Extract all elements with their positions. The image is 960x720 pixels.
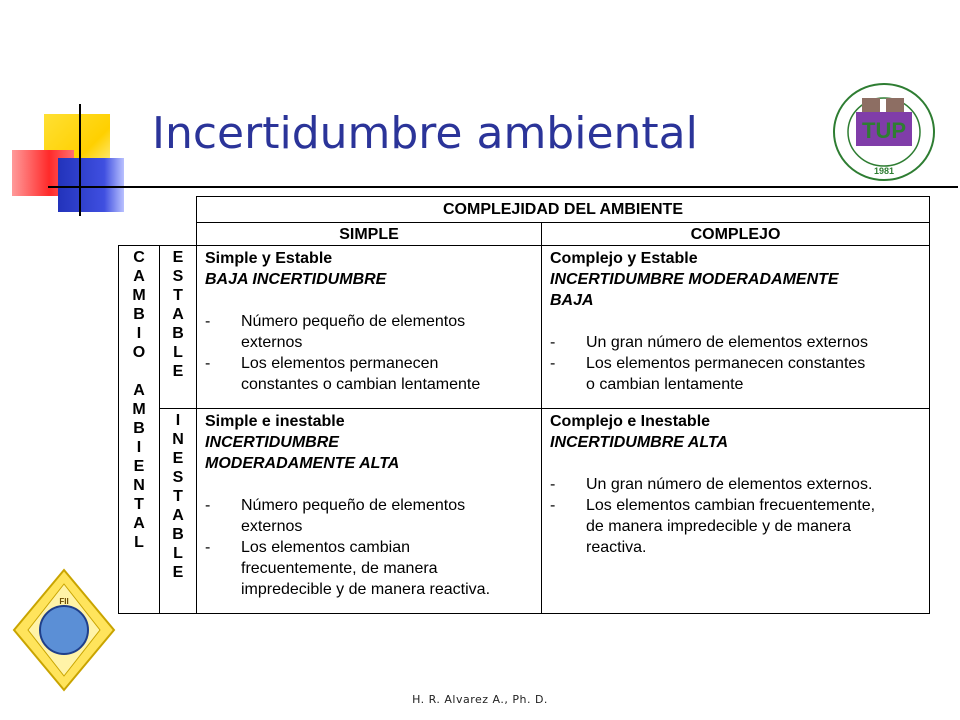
inestable-letter: S — [172, 469, 184, 486]
bullet-text: Número pequeño de elementos — [241, 313, 466, 330]
inestable-letter: E — [172, 450, 184, 467]
bullet-text: Los elementos cambian frecuentemente, — [586, 497, 876, 514]
uncertainty-level: BAJA — [550, 292, 594, 309]
title-divider — [48, 186, 958, 188]
bullet-text: o cambian lentamente — [586, 376, 744, 393]
bullet-dash — [550, 537, 586, 558]
bullet-dash: - — [205, 497, 211, 514]
bullet-item — [205, 311, 541, 332]
uncertainty-level: INCERTIDUMBRE ALTA — [550, 434, 729, 451]
cell-heading: Simple y Estable — [205, 250, 333, 267]
bullet-item — [550, 495, 929, 516]
bullet-text: Número pequeño de elementos — [241, 497, 466, 514]
estable-letter: L — [173, 344, 183, 361]
row-axis-cambio-ambiental — [118, 245, 160, 614]
bullet-item — [205, 558, 541, 579]
bullet-dash — [550, 516, 586, 537]
bullet-dash: - — [550, 355, 556, 372]
bullet-text: Los elementos permanecen — [241, 355, 439, 372]
header-complejo: COMPLEJO — [541, 222, 930, 246]
bullet-item — [550, 332, 929, 353]
axis-letter: M — [132, 287, 146, 304]
inestable-letter: B — [172, 526, 184, 543]
bullet-item — [205, 516, 541, 537]
axis-letter: A — [133, 382, 145, 399]
inestable-letter: A — [172, 507, 184, 524]
decor-vertical-line — [79, 104, 81, 216]
bullet-item — [205, 537, 541, 558]
axis-letter: C — [133, 249, 145, 266]
bullet-text: impredecible y de manera reactiva. — [241, 581, 491, 598]
estable-letter: B — [172, 325, 184, 342]
bullet-text: externos — [241, 518, 303, 535]
axis-letter — [137, 362, 141, 381]
bullet-item — [550, 537, 929, 558]
estable-letter: S — [172, 268, 184, 285]
cell-heading: Complejo e Inestable — [550, 413, 711, 430]
footer-author: H. R. Alvarez A., Ph. D. — [412, 693, 548, 706]
header-complejidad: COMPLEJIDAD DEL AMBIENTE — [196, 196, 930, 223]
bullet-item — [205, 495, 541, 516]
bullet-text: constantes o cambian lentamente — [241, 376, 481, 393]
fii-badge-logo — [12, 568, 116, 697]
bullet-item — [550, 353, 929, 374]
axis-letter: A — [133, 515, 145, 532]
inestable-letter: N — [172, 431, 184, 448]
row-label-estable — [159, 245, 197, 409]
bullet-text: de manera impredecible y de manera — [586, 518, 852, 535]
cell-simple-estable — [196, 245, 542, 409]
row-label-inestable — [159, 408, 197, 614]
cell-heading: Complejo y Estable — [550, 250, 698, 267]
cell-complejo-inestable — [541, 408, 930, 614]
uncertainty-table — [118, 196, 930, 614]
axis-letter: L — [134, 534, 144, 551]
bullet-dash — [205, 579, 241, 600]
svg-text:FII: FII — [59, 597, 69, 606]
bullet-text: Un gran número de elementos externos — [586, 334, 868, 351]
cell-complejo-estable — [541, 245, 930, 409]
bullet-dash: - — [550, 334, 556, 351]
axis-letter: N — [133, 477, 145, 494]
inestable-letter: E — [172, 564, 184, 581]
bullet-text: Los elementos cambian — [241, 539, 410, 556]
bullet-text: externos — [241, 334, 303, 351]
axis-letter: I — [136, 325, 142, 342]
axis-letter: T — [134, 496, 144, 513]
axis-letter: A — [133, 268, 145, 285]
uncertainty-level: MODERADAMENTE ALTA — [205, 455, 400, 472]
bullet-dash: - — [550, 497, 556, 514]
uncertainty-level: INCERTIDUMBRE MODERADAMENTE — [550, 271, 839, 288]
bullet-dash: - — [205, 539, 211, 556]
bullet-dash: - — [205, 355, 211, 372]
bullet-dash — [550, 374, 586, 395]
university-seal-logo — [828, 78, 946, 191]
cell-heading: Simple e inestable — [205, 413, 345, 430]
bullet-item — [550, 474, 929, 495]
estable-letter: T — [173, 287, 183, 304]
axis-letter: M — [132, 401, 146, 418]
estable-letter: E — [172, 249, 184, 266]
axis-letter: B — [133, 306, 145, 323]
axis-letter: E — [133, 458, 145, 475]
uncertainty-level: INCERTIDUMBRE — [205, 434, 339, 451]
axis-letter: I — [136, 439, 142, 456]
bullet-text: frecuentemente, de manera — [241, 560, 438, 577]
bullet-item — [550, 516, 929, 537]
bullet-text: Los elementos permanecen constantes — [586, 355, 866, 372]
inestable-letter: I — [175, 412, 181, 429]
bullet-item — [205, 332, 541, 353]
bullet-item — [550, 374, 929, 395]
page-title: Incertidumbre ambiental — [152, 108, 698, 159]
inestable-letter: L — [173, 545, 183, 562]
cell-simple-inestable — [196, 408, 542, 614]
bullet-dash: - — [205, 313, 211, 330]
bullet-dash — [205, 558, 241, 579]
uncertainty-level: BAJA INCERTIDUMBRE — [205, 271, 387, 288]
estable-letter: A — [172, 306, 184, 323]
decor-blue-square — [58, 158, 124, 212]
inestable-letter: T — [173, 488, 183, 505]
bullet-dash: - — [550, 476, 556, 493]
bullet-item — [205, 353, 541, 374]
axis-letter: O — [132, 344, 146, 361]
bullet-item — [205, 579, 541, 600]
axis-letter: B — [133, 420, 145, 437]
svg-text:TUP: TUP — [862, 118, 906, 143]
bullet-text: Un gran número de elementos externos. — [586, 476, 873, 493]
bullet-text: reactiva. — [586, 539, 647, 556]
svg-text:1981: 1981 — [873, 166, 895, 176]
bullet-dash — [205, 374, 241, 395]
bullet-dash — [205, 332, 241, 353]
bullet-item — [205, 374, 541, 395]
header-simple: SIMPLE — [196, 222, 542, 246]
estable-letter: E — [172, 363, 184, 380]
bullet-dash — [205, 516, 241, 537]
